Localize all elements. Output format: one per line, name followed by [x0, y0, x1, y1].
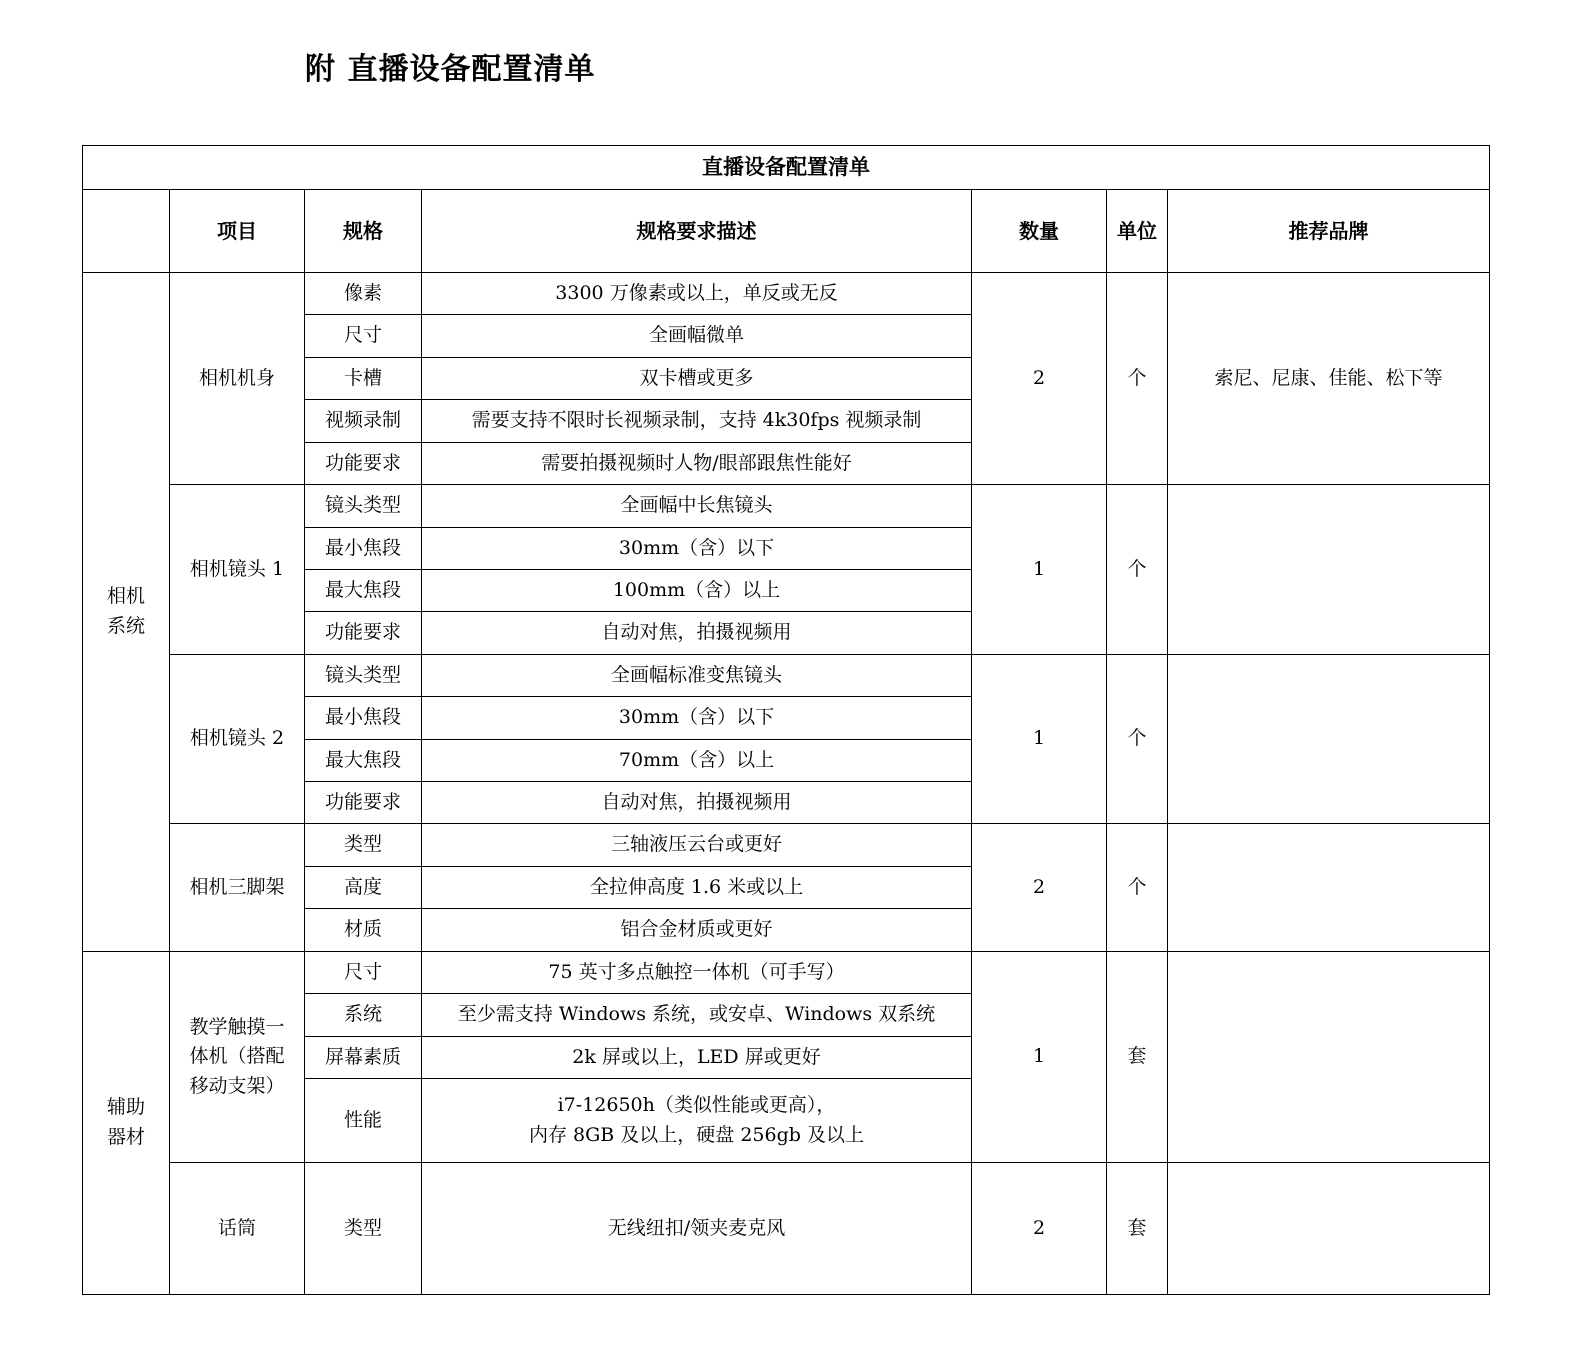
header-description: 规格要求描述 — [422, 190, 972, 273]
table-caption: 直播设备配置清单 — [83, 146, 1490, 190]
item-name-cell: 相机机身 — [170, 273, 305, 485]
spec-cell: 卡槽 — [305, 357, 422, 399]
header-spec: 规格 — [305, 190, 422, 273]
unit-cell: 套 — [1107, 1163, 1168, 1295]
table-row — [83, 273, 1490, 315]
item-name-cell: 话筒 — [170, 1163, 305, 1295]
quantity-cell: 1 — [972, 654, 1107, 824]
table-row — [83, 654, 1490, 696]
table-row — [83, 824, 1490, 866]
brand-cell — [1168, 654, 1490, 824]
quantity-cell: 1 — [972, 485, 1107, 655]
table-body — [83, 273, 1490, 1295]
spec-cell: 镜头类型 — [305, 654, 422, 696]
description-cell: 70mm（含）以上 — [422, 739, 972, 781]
header-quantity: 数量 — [972, 190, 1107, 273]
description-cell: 铝合金材质或更好 — [422, 909, 972, 951]
spec-cell: 尺寸 — [305, 951, 422, 993]
category-cell: 相机系统 — [83, 273, 170, 952]
item-name-cell: 相机三脚架 — [170, 824, 305, 951]
table-row — [83, 1163, 1490, 1295]
unit-cell: 个 — [1107, 654, 1168, 824]
quantity-cell: 2 — [972, 824, 1107, 951]
brand-cell — [1168, 485, 1490, 655]
unit-cell: 个 — [1107, 273, 1168, 485]
table-row — [83, 485, 1490, 527]
description-cell: 三轴液压云台或更好 — [422, 824, 972, 866]
spec-cell: 功能要求 — [305, 612, 422, 654]
spec-cell: 材质 — [305, 909, 422, 951]
page-title: 附 直播设备配置清单 — [305, 52, 596, 87]
description-cell: 30mm（含）以下 — [422, 527, 972, 569]
header-item: 项目 — [170, 190, 305, 273]
description-cell: 30mm（含）以下 — [422, 697, 972, 739]
spec-cell: 功能要求 — [305, 782, 422, 824]
description-cell: 全画幅中长焦镜头 — [422, 485, 972, 527]
description-cell: i7-12650h（类似性能或更高）， 内存 8GB 及以上，硬盘 256gb 及以上 — [422, 1079, 972, 1163]
description-cell: 全画幅微单 — [422, 315, 972, 357]
description-cell: 全拉伸高度 1.6 米或以上 — [422, 866, 972, 908]
unit-cell: 个 — [1107, 485, 1168, 655]
description-cell: 全画幅标准变焦镜头 — [422, 654, 972, 696]
brand-cell — [1168, 951, 1490, 1163]
description-cell: 100mm（含）以上 — [422, 569, 972, 611]
description-cell: 自动对焦，拍摄视频用 — [422, 612, 972, 654]
item-name-cell: 相机镜头 2 — [170, 654, 305, 824]
item-name-cell: 相机镜头 1 — [170, 485, 305, 655]
quantity-cell: 2 — [972, 1163, 1107, 1295]
description-cell: 双卡槽或更多 — [422, 357, 972, 399]
header-category — [83, 190, 170, 273]
spec-cell: 最大焦段 — [305, 739, 422, 781]
category-cell: 辅助器材 — [83, 951, 170, 1294]
description-cell: 3300 万像素或以上，单反或无反 — [422, 273, 972, 315]
spec-cell: 性能 — [305, 1079, 422, 1163]
header-brand: 推荐品牌 — [1168, 190, 1490, 273]
spec-cell: 屏幕素质 — [305, 1036, 422, 1078]
description-cell: 自动对焦，拍摄视频用 — [422, 782, 972, 824]
description-cell: 需要支持不限时长视频录制，支持 4k30fps 视频录制 — [422, 400, 972, 442]
spec-cell: 高度 — [305, 866, 422, 908]
spec-cell: 系统 — [305, 994, 422, 1036]
description-cell: 无线纽扣/领夹麦克风 — [422, 1163, 972, 1295]
spec-cell: 类型 — [305, 824, 422, 866]
unit-cell: 个 — [1107, 824, 1168, 951]
spec-cell: 镜头类型 — [305, 485, 422, 527]
description-cell: 75 英寸多点触控一体机（可手写） — [422, 951, 972, 993]
spec-cell: 功能要求 — [305, 442, 422, 484]
table-row — [83, 951, 1490, 993]
quantity-cell: 2 — [972, 273, 1107, 485]
brand-cell: 索尼、尼康、佳能、松下等 — [1168, 273, 1490, 485]
quantity-cell: 1 — [972, 951, 1107, 1163]
spec-cell: 尺寸 — [305, 315, 422, 357]
spec-cell: 最大焦段 — [305, 569, 422, 611]
brand-cell — [1168, 1163, 1490, 1295]
brand-cell — [1168, 824, 1490, 951]
item-name-cell: 教学触摸一体机（搭配移动支架） — [170, 951, 305, 1163]
description-cell: 至少需支持 Windows 系统，或安卓、Windows 双系统 — [422, 994, 972, 1036]
description-cell: 需要拍摄视频时人物/眼部跟焦性能好 — [422, 442, 972, 484]
spec-cell: 像素 — [305, 273, 422, 315]
spec-cell: 类型 — [305, 1163, 422, 1295]
spec-cell: 最小焦段 — [305, 697, 422, 739]
spec-cell: 最小焦段 — [305, 527, 422, 569]
header-unit: 单位 — [1107, 190, 1168, 273]
unit-cell: 套 — [1107, 951, 1168, 1163]
equipment-table — [82, 145, 1490, 1295]
spec-cell: 视频录制 — [305, 400, 422, 442]
description-cell: 2k 屏或以上，LED 屏或更好 — [422, 1036, 972, 1078]
